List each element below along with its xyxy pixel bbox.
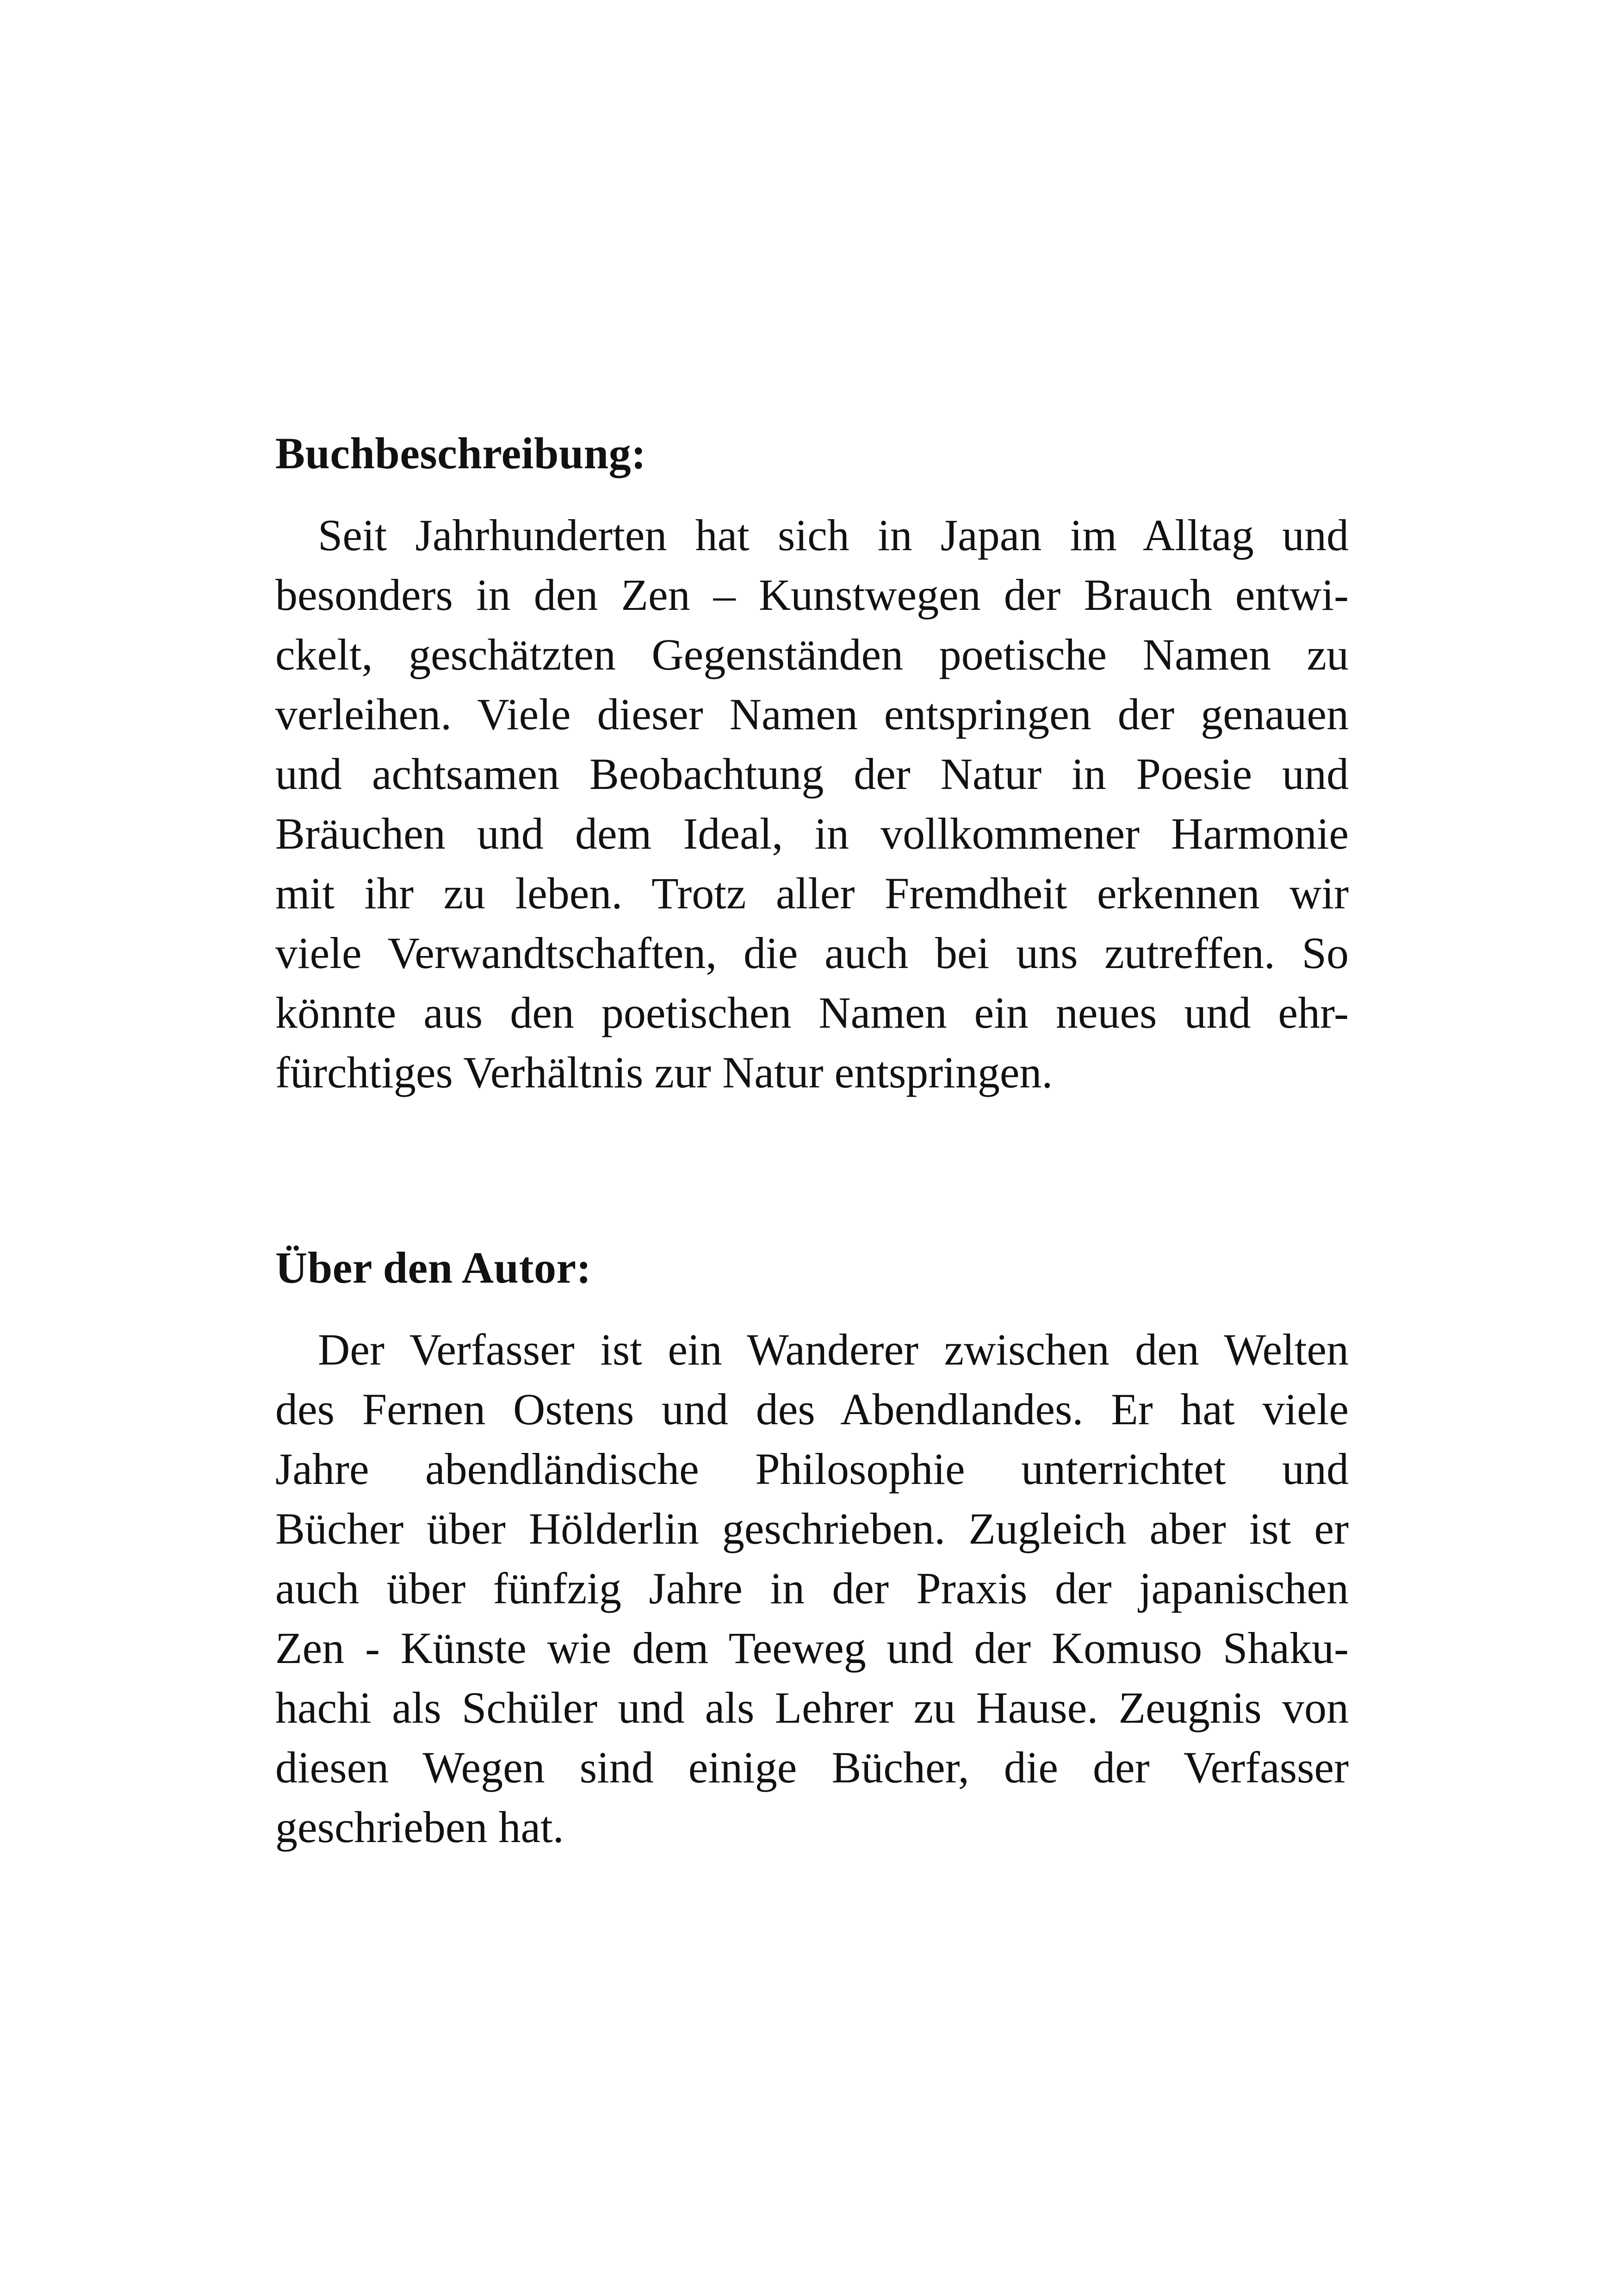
text-line: besonders in den Zen – Kunstwegen der Brauch entwi-: [275, 570, 1349, 620]
book-description-section: [275, 426, 1349, 1102]
about-author-text: [275, 1320, 1349, 1857]
text-line: geschrieben hat.: [275, 1802, 564, 1852]
text-line: könnte aus den poetischen Namen ein neues und ehr-: [275, 988, 1349, 1037]
text-line: Bücher über Hölderlin geschrieben. Zugleich aber ist er: [275, 1504, 1349, 1553]
text-line: und achtsamen Beobachtung der Natur in Poesie und: [275, 749, 1349, 799]
book-description-heading: Buchbeschreibung:: [275, 428, 646, 478]
text-line: fürchtiges Verhältnis zur Natur entspringen.: [275, 1048, 1053, 1097]
text-line: mit ihr zu leben. Trotz aller Fremdheit erkennen wir: [275, 869, 1349, 918]
text-line: verleihen. Viele dieser Namen entspringen der genauen: [275, 689, 1349, 739]
text-line: Bräuchen und dem Ideal, in vollkommener Harmonie: [275, 809, 1349, 858]
text-line: hachi als Schüler und als Lehrer zu Hause. Zeugnis von: [275, 1683, 1349, 1732]
text-line: Jahre abendländische Philosophie unterrichtet und: [275, 1444, 1349, 1494]
text-line: diesen Wegen sind einige Bücher, die der Verfasser: [275, 1743, 1349, 1792]
text-line: ckelt, geschätzten Gegenständen poetische Namen zu: [275, 630, 1349, 679]
text-line: Seit Jahrhunderten hat sich in Japan im Alltag und: [318, 510, 1349, 560]
about-author-heading: Über den Autor:: [275, 1243, 592, 1292]
text-line: Der Verfasser ist ein Wanderer zwischen den Welten: [318, 1325, 1349, 1374]
book-description-text: [275, 505, 1349, 1102]
text-line: des Fernen Ostens und des Abendlandes. Er hat viele: [275, 1384, 1349, 1434]
text-line: viele Verwandtschaften, die auch bei uns zutreffen. So: [275, 928, 1349, 978]
text-line: auch über fünfzig Jahre in der Praxis der japanischen: [275, 1564, 1349, 1613]
text-line: Zen - Künste wie dem Teeweg und der Komuso Shaku-: [275, 1623, 1349, 1673]
about-author-section: [275, 1240, 1349, 1857]
